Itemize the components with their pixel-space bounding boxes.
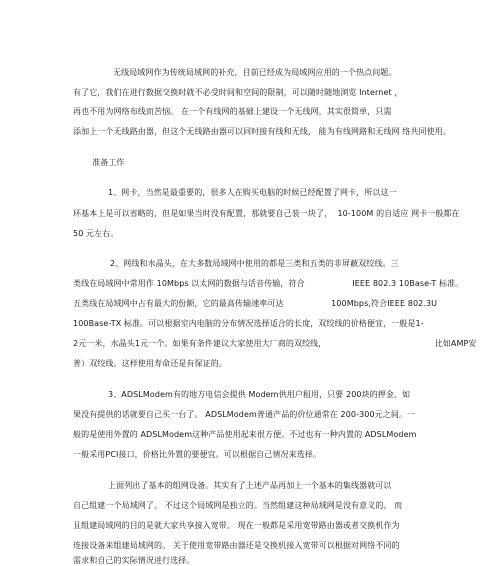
paragraph-line: 2元一米，水晶头1元一个。如果有条件建议大家使用大厂商的双绞线， 比如AMP安: [73, 339, 477, 348]
paragraph-line: 自己组建一个局域网了。 不过这个局域网是独立的。当然组建这种局域网是没有意义的。 而: [73, 501, 403, 510]
section-heading: 准备工作: [92, 158, 125, 167]
paragraph-line: 一般采用PCI接口，价格比外置的要便宜。可以根据自己情况来选择。: [73, 450, 321, 459]
paragraph-line: 3、ADSLModem有的地方电信会提供 Modem供用户租用，只要 200块的押金，如: [108, 390, 411, 399]
paragraph-line: 添加上一个无线路由器，但这个无线路由器可以同时接有线和无线， 能为有线网路和无线网 络共同使用。: [73, 127, 451, 136]
paragraph-line: 五类线在局域网中占有最大的份额，它的最高传输速率可达 100Mbps,符合IEEE 802.3U: [73, 299, 438, 308]
paragraph-line: 100Base-TX 标准。可以根据室内电脑的分布情况选择适合的长度，双绞线的价格便宜，一般是1-: [73, 319, 424, 328]
paragraph-line: 2、网线和水晶头，在大多数局域网中使用的都是三类和五类的非屏蔽双绞线。三: [110, 259, 399, 268]
paragraph-line: 般的是使用外置的 ADSLModem这种产品使用起来很方便。不过也有一种内置的 ADSLModem: [73, 430, 417, 439]
paragraph-line: 需求和自己的实际情况进行选择。: [73, 556, 195, 565]
paragraph-line: 再也不用为网络布线而苦恼。 在一个有线网的基础上建设一个无线网，其实很简单，只需: [73, 107, 392, 116]
paragraph-line: 上面列出了基本的组网设备。其实有了上述产品再加上一个基本的集线器就可以: [108, 481, 392, 490]
paragraph-line: 果没有提供的话就要自己买一台了。 ADSLModem普通产品的价位通常在 200-300元之间。一: [73, 410, 416, 419]
paragraph-line: 1、网卡，当然是最重要的，很多人在购买电脑的时候已经配置了网卡，所以这一: [108, 188, 397, 197]
paragraph-line: 类线在局域网中常用作 10Mbps 以太网的数据与话音传输，符合 IEEE 802.3 10Base-T 标准。: [73, 279, 464, 288]
paragraph-line: 且组建局域网的目的是就大家共享接入宽带。 现在一般都是采用宽带路由器或者交换机作为: [73, 521, 400, 530]
paragraph-line: 无线局域网作为传统局域网的补充，目前已经成为局域网应用的一个热点问题。: [113, 68, 397, 77]
paragraph-line: 环基本上是可以省略的，但是如果当时没有配置，那就要自己装一块了， 10-100M 的自适应 网卡一般都在: [73, 209, 460, 218]
paragraph-line: 普）双绞线。这样使用寿命还是有保证的。: [73, 359, 227, 368]
paragraph-line: 50 元左右。: [73, 229, 119, 238]
paragraph-line: 有了它，我们在进行数据交换时就不必受时间和空间的限制，可以随时随地浏览 Internet ，: [73, 88, 403, 97]
paragraph-line: 连接设备来组建局域网的。 关于使用宽带路由器还是交换机接入宽带可以根据对网络不同的: [73, 541, 400, 550]
